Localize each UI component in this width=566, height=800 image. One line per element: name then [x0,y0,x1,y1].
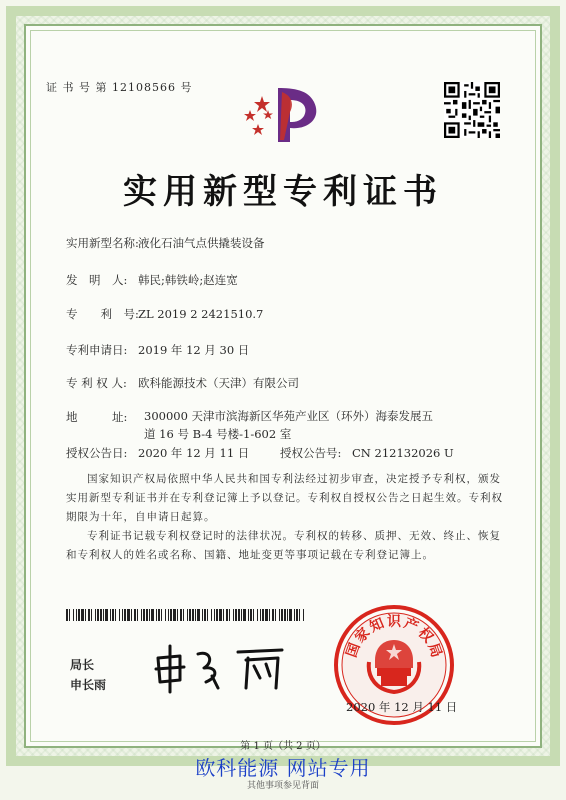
barcode-icon [66,609,306,621]
field-label: 实用新型名称: [66,236,139,250]
field-value: 欧科能源技术（天津）有限公司 [138,376,299,390]
patent-office-emblem-icon [238,82,326,148]
seal-character: 知 [367,615,387,636]
grant-date-value: 2020 年 12 月 11 日 [138,446,250,460]
field-value: 液化石油气点供撬装设备 [138,236,265,250]
field-row-address [66,409,138,425]
field-row-patentee [66,375,299,391]
seal-character: 国 [343,641,364,660]
seal-character: 权 [414,624,436,647]
field-label: 地 址: [66,410,128,424]
address-line-2: 道 16 号 B-4 号楼-1-602 室 [144,427,292,441]
certificate-title: 实用新型专利证书 [123,172,443,212]
field-row-application-date [66,342,249,358]
seal-character: 家 [352,624,374,647]
grant-number-label: 授权公告号: [280,446,342,460]
grant-number-value: CN 212132026 U [352,446,454,460]
director-name: 申长雨 [70,678,107,692]
field-value: 2019 年 12 月 30 日 [138,343,250,357]
field-label: 专利申请日: [66,343,128,357]
statement-paragraph-1: 国家知识产权局依照中华人民共和国专利法经过初步审查，决定授予专利权，颁发实用新型专利证书并在专利登记簿上予以登记。专利权自授权公告之日起生效。专利权期限为十年，自申请日起算。 [66,473,503,523]
field-value: ZL 2019 2 2421510.7 [138,307,264,321]
field-label: 专 利 权 人: [66,376,127,390]
field-row-inventor [66,272,238,288]
field-label: 专 利 号: [66,307,139,321]
seal-character: 局 [424,641,445,660]
director-signature-icon [150,640,290,694]
address-value [144,407,433,443]
field-row-grant [66,445,454,461]
address-line-1: 300000 天津市滨海新区华苑产业区（环外）海泰发展五 [144,409,434,423]
seal-date: 2020 年 12 月 11 日 [346,700,458,714]
seal-character: 识 [387,614,401,630]
director-title: 局长 [70,658,95,672]
field-label: 发 明 人: [66,273,128,287]
certificate-number: 证 书 号 第 12108566 号 [46,81,193,94]
watermark-text: 欧科能源 网站专用 [195,756,371,780]
page-number: 第 1 页（共 2 页） [240,741,326,752]
field-row-patent-number [66,306,263,322]
grant-date-label: 授权公告日: [66,446,128,460]
footer-note: 其他事项参见背面 [246,781,319,791]
qr-code-icon [444,82,500,138]
seal-character: 产 [401,615,421,636]
statement-paragraph-2: 专利证书记载专利权登记时的法律状况。专利权的转移、质押、无效、终止、恢复和专利权人的姓名或名称、国籍、地址变更等事项记载在专利登记簿上。 [66,530,501,561]
field-row-utility-model-name [66,235,265,251]
field-value: 韩民;韩铁岭;赵连宽 [138,273,238,287]
